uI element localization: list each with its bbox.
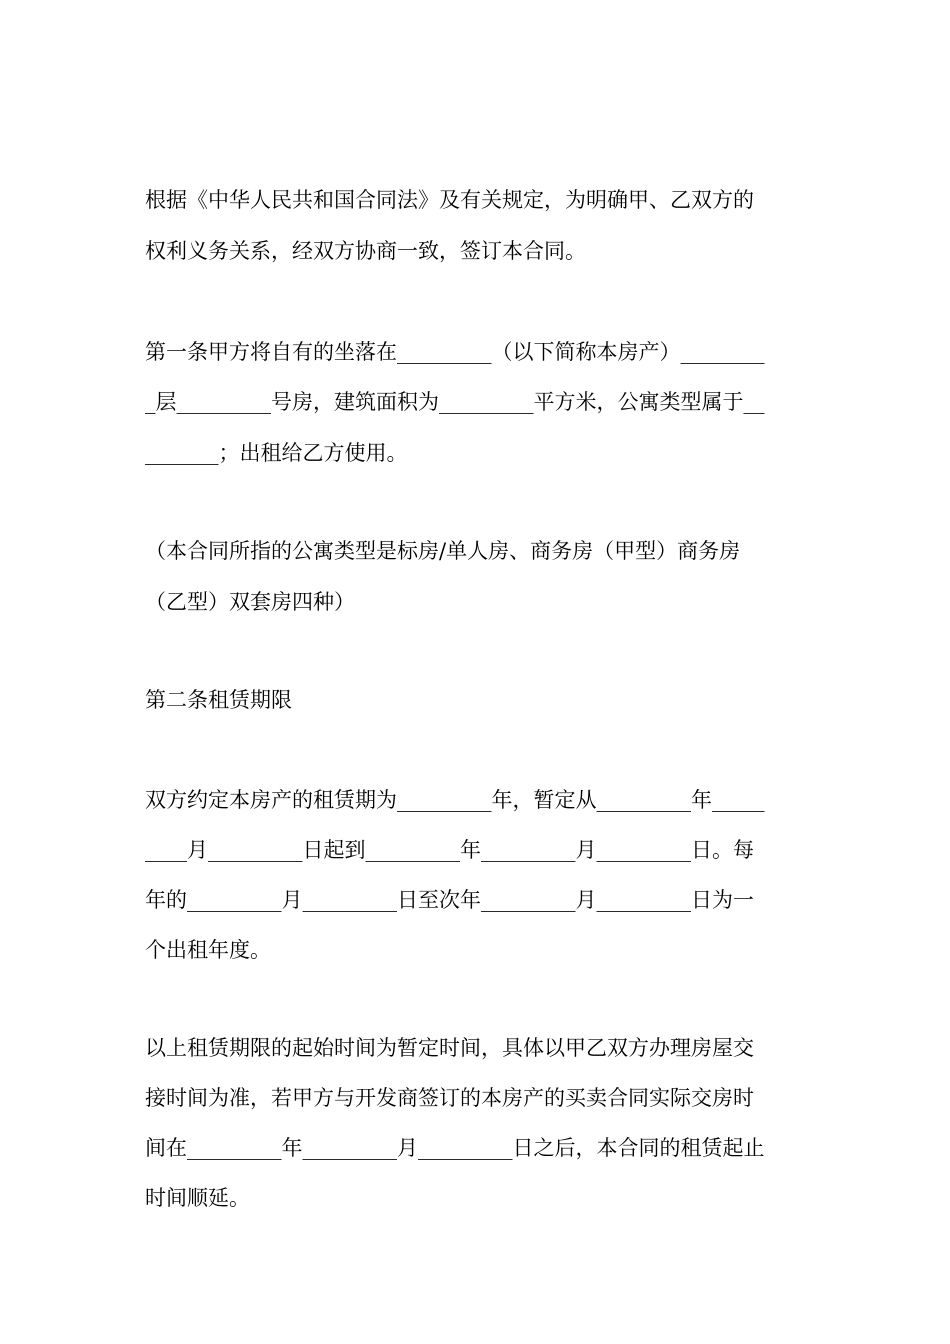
preamble-line-2: 权利义务关系，经双方协商一致，签订本合同。 bbox=[145, 239, 586, 263]
article-1-line-1: 第一条甲方将自有的坐落在_________（以下简称本房产）________ bbox=[145, 340, 765, 364]
article-1-line-3: _______；出租给乙方使用。 bbox=[145, 441, 408, 465]
lease-start-note-line-2: 接时间为准，若甲方与开发商签订的本房产的买卖合同实际交房时 bbox=[145, 1086, 754, 1110]
lease-term-line-1: 双方约定本房产的租赁期为_________年，暂定从_________年_____ bbox=[145, 788, 765, 812]
apartment-types-note-line-1: （本合同所指的公寓类型是标房/单人房、商务房（甲型）商务房 bbox=[145, 539, 741, 563]
lease-term-line-3: 年的_________月_________日至次年_________月_________日为一 bbox=[145, 888, 754, 912]
lease-term-line-2: ____月_________日起到_________年_________月_________日。每 bbox=[145, 838, 754, 862]
article-1-line-2: _层_________号房，建筑面积为_________平方米，公寓类型属于__ bbox=[145, 390, 765, 414]
lease-term-line-4: 个出租年度。 bbox=[145, 938, 271, 962]
lease-start-note-line-3: 间在_________年_________月_________日之后，本合同的租赁起止 bbox=[145, 1136, 765, 1160]
apartment-types-note-line-2: （乙型）双套房四种） bbox=[145, 590, 355, 614]
article-2-heading: 第二条租赁期限 bbox=[145, 688, 292, 712]
preamble-line-1: 根据《中华人民共和国合同法》及有关规定，为明确甲、乙双方的 bbox=[145, 188, 754, 212]
lease-start-note-line-4: 时间顺延。 bbox=[145, 1186, 250, 1210]
lease-start-note-line-1: 以上租赁期限的起始时间为暂定时间，具体以甲乙双方办理房屋交 bbox=[145, 1036, 754, 1060]
